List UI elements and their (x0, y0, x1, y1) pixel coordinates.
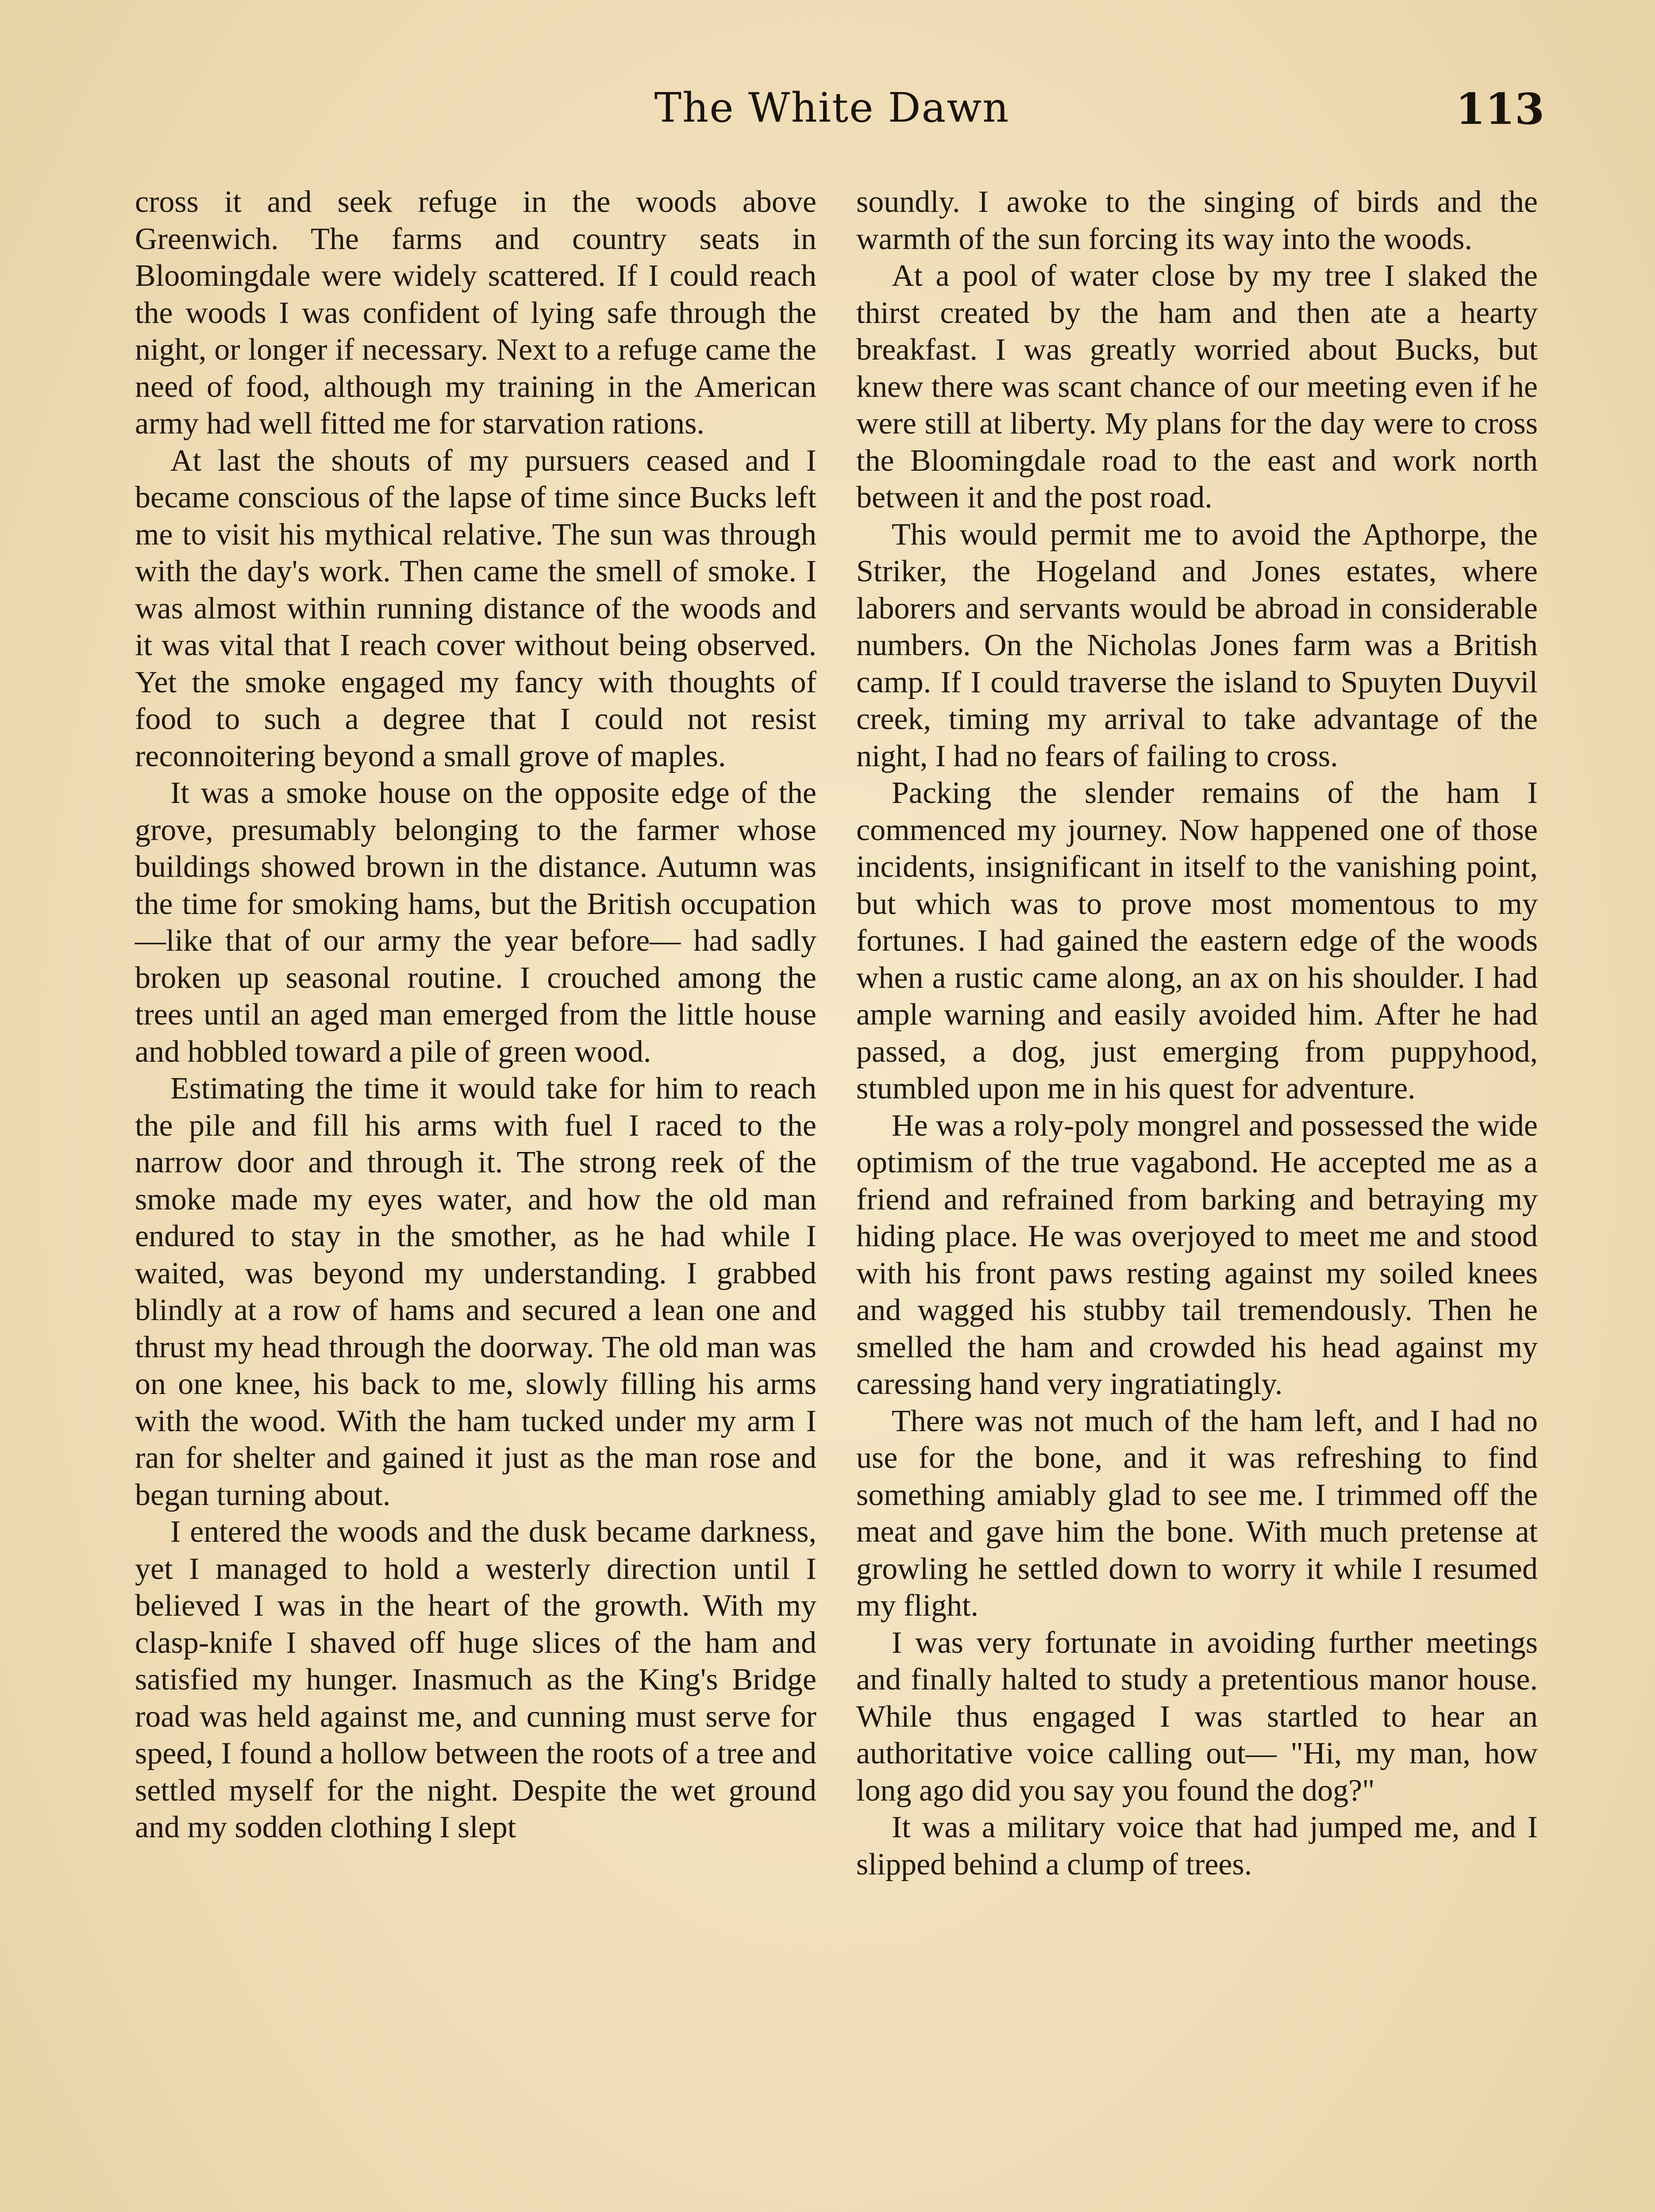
paragraph: I was very fortunate in avoiding further meetings and finally halted to study a pretentious manor house. While thus engaged I was startled to hear an authoritative voice calling out— "Hi, my man, how long ago did you say you found the dog?" (856, 1625, 1538, 1808)
running-title: The White Dawn (654, 84, 1010, 131)
paragraph: At a pool of water close by my tree I slaked the thirst created by the ham and then ate a hearty breakfast. I was greatly worried about Bucks, but knew there was scant chance of our meeting even if he were still at liberty. My plans for the day were to cross the Bloomingdale road to the east and work north between it and the post road. (856, 259, 1538, 515)
left-column (135, 184, 816, 1846)
paragraph: This would permit me to avoid the Apthorpe, the Striker, the Hogeland and Jones estates, where laborers and servants would be abroad in considerable numbers. On the Nicholas Jones farm was a British camp. If I could traverse the island to Spuyten Duyvil creek, timing my arrival to take advantage of the night, I had no fears of failing to cross. (856, 517, 1538, 773)
paragraph: I entered the woods and the dusk became darkness, yet I managed to hold a westerly direction until I believed I was in the heart of the growth. With my clasp-knife I shaved off huge slices of the ham and satisfied my hunger. Inasmuch as the King's Bridge road was held against me, and cunning must serve for speed, I found a hollow between the roots of a tree and settled myself for the night. Despite the wet ground and my sodden clothing I slept (135, 1515, 816, 1844)
paragraph: There was not much of the ham left, and I had no use for the bone, and it was refreshing to find something amiably glad to see me. I trimmed off the meat and gave him the bone. With much pretense at growling he settled down to worry it while I resumed my flight. (856, 1404, 1538, 1623)
paragraph: It was a smoke house on the opposite edge of the grove, presumably belonging to the farmer whose buildings showed brown in the distance. Autumn was the time for smoking hams, but the British occupation —like that of our army the year before— had sadly broken up seasonal routine. I crouched among the trees until an aged man emerged from the little house and hobbled toward a pile of green wood. (135, 776, 816, 1069)
paragraph: Estimating the time it would take for him to reach the pile and fill his arms with fuel I raced to the narrow door and through it. The strong reek of the smoke made my eyes water, and how the old man endured to stay in the smother, as he had while I waited, was beyond my understanding. I grabbed blindly at a row of hams and secured a lean one and thrust my head through the doorway. The old man was on one knee, his back to me, slowly filling his arms with the wood. With the ham tucked under my arm I ran for shelter and gained it just as the man rose and began turning about. (135, 1071, 816, 1512)
paragraph: He was a roly-poly mongrel and possessed the wide optimism of the true vagabond. He accepted me as a friend and refrained from barking and betraying my hiding place. He was overjoyed to meet me and stood with his front paws resting against my soiled knees and wagged his stubby tail tremendously. Then he smelled the ham and crowded his head against my caressing hand very ingratiatingly. (856, 1108, 1538, 1401)
paragraph: cross it and seek refuge in the woods above Greenwich. The farms and country seats in Bloomingdale were widely scattered. If I could reach the woods I was confident of lying safe through the night, or longer if necessary. Next to a refuge came the need of food, although my training in the American army had well fitted me for starvation rations. (135, 185, 816, 441)
page-header (0, 84, 1655, 146)
paragraph: At last the shouts of my pursuers ceased and I became conscious of the lapse of time since Bucks left me to visit his mythical relative. The sun was through with the day's work. Then came the smell of smoke. I was almost within running distance of the woods and it was vital that I reach cover without being observed. Yet the smoke engaged my fancy with thoughts of food to such a degree that I could not resist reconnoitering beyond a small grove of maples. (135, 443, 816, 773)
paragraph: Packing the slender remains of the ham I commenced my journey. Now happened one of those incidents, insignificant in itself to the vanishing point, but which was to prove most momentous to my fortunes. I had gained the eastern edge of the woods when a rustic came along, an ax on his shoulder. I had ample warning and easily avoided him. After he had passed, a dog, just emerging from puppyhood, stumbled upon me in his quest for adventure. (856, 776, 1538, 1106)
right-column (856, 184, 1538, 1883)
page-number: 113 (1455, 84, 1544, 134)
paragraph: It was a military voice that had jumped me, and I slipped behind a clump of trees. (856, 1810, 1538, 1882)
paragraph: soundly. I awoke to the singing of birds and the warmth of the sun forcing its way into the woods. (856, 185, 1538, 256)
